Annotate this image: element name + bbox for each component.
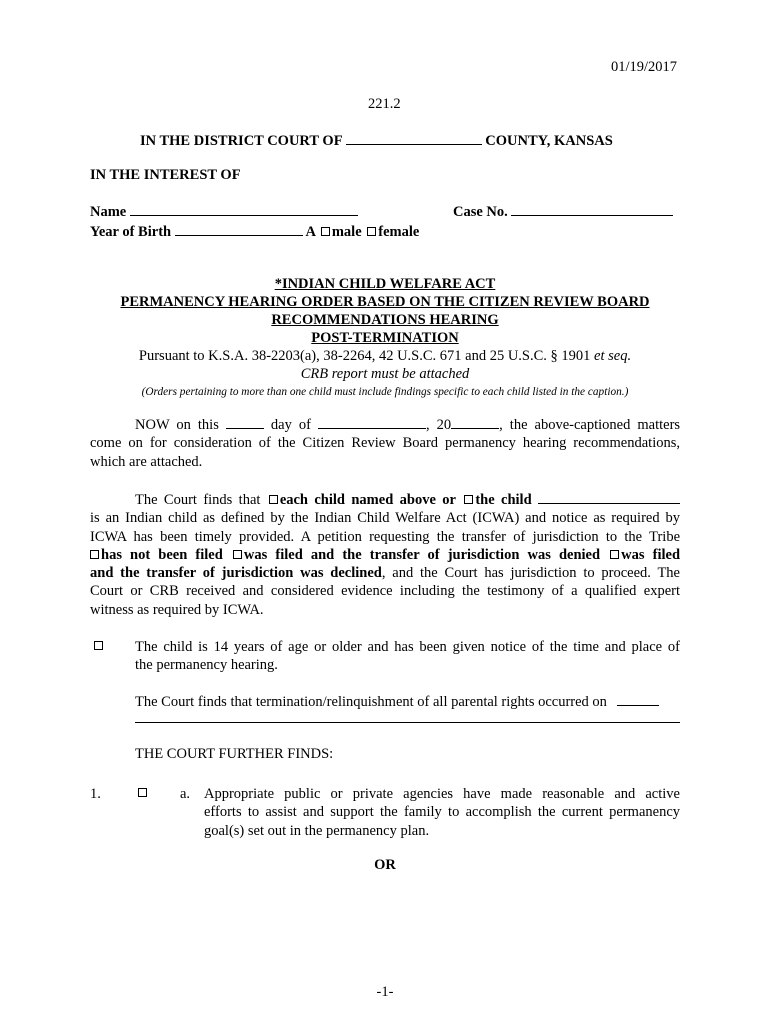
finds-paragraph: [90, 490, 680, 619]
name-row: [90, 202, 358, 221]
child-name-blank[interactable]: [538, 490, 680, 504]
finds-line-3: ICWA has been timely provided. A petition requesting the transfer of jurisdiction to the Tribe: [90, 528, 680, 545]
notice-line-2: the permanency hearing.: [135, 657, 278, 674]
termination-finding: The Court finds that termination/relinquishment of all parental rights occurred on: [135, 692, 659, 711]
title-line-4: POST-TERMINATION: [311, 330, 459, 346]
now-paragraph: [90, 415, 680, 471]
finds-line-5: and the transfer of jurisdiction was declined, and the Court has jurisdiction to proceed. The: [90, 565, 680, 582]
now-line-3: which are attached.: [90, 453, 203, 470]
item-1a-line-1: Appropriate public or private agencies have made reasonable and active: [204, 786, 680, 802]
form-date: 01/19/2017: [611, 59, 678, 75]
not-filed-checkbox[interactable]: [90, 550, 99, 559]
female-checkbox[interactable]: [367, 227, 376, 236]
court-suffix: COUNTY, KANSAS: [485, 133, 613, 149]
further-finds-heading: THE COURT FURTHER FINDS:: [135, 746, 334, 762]
now-line-2: come on for consideration of the Citizen Review Board permanency hearing recommendations,: [90, 435, 680, 452]
page-number: -1-: [376, 984, 394, 1000]
title-line-3: RECOMMENDATIONS HEARING: [271, 312, 499, 328]
item-letter: a.: [180, 786, 191, 802]
notice-paragraph: [135, 638, 680, 675]
yob-label: Year of Birth: [90, 224, 172, 240]
finds-line-7: witness as required by ICWA.: [90, 601, 264, 618]
finds-line-4: has not been filed was filed and the transfer of jurisdiction was denied was filed: [90, 546, 680, 564]
item-number: 1.: [90, 786, 101, 802]
filed-declined-checkbox[interactable]: [610, 550, 619, 559]
male-label: male: [331, 224, 362, 240]
day-blank[interactable]: [226, 415, 264, 429]
form-number: 221.2: [368, 96, 401, 112]
item-1a-line-2: efforts to assist and support the family to accomplish the current permanency: [204, 804, 680, 821]
notice-checkbox[interactable]: [94, 641, 103, 650]
finds-line-2: is an Indian child as defined by the Indian Child Welfare Act (ICWA) and notice as required by: [90, 510, 680, 527]
the-child-checkbox[interactable]: [464, 495, 473, 504]
title-line-1: *INDIAN CHILD WELFARE ACT: [274, 276, 496, 292]
statute-suffix: et seq.: [594, 348, 632, 364]
termination-date-blank[interactable]: [617, 692, 659, 706]
orders-note: (Orders pertaining to more than one child must include findings specific to each child listed in the caption.): [141, 386, 629, 398]
title-line-2: PERMANENCY HEARING ORDER BASED ON THE CITIZEN REVIEW BOARD: [120, 294, 650, 310]
item-1a-text: [204, 785, 680, 840]
case-number-field[interactable]: [511, 202, 673, 216]
year-of-birth-row: [90, 222, 419, 241]
court-caption: [140, 131, 613, 150]
female-label: female: [378, 224, 420, 240]
notice-line-1: The child is 14 years of age or older and has been given notice of the time and place of: [135, 639, 680, 655]
finds-line-1: The Court finds that each child named above or the child: [90, 490, 680, 509]
statute-citation: [0, 347, 770, 365]
name-label: Name: [90, 204, 127, 220]
year-blank[interactable]: [451, 415, 499, 429]
filed-denied-checkbox[interactable]: [233, 550, 242, 559]
finds-line-6: Court or CRB received and considered evidence including the testimony of a qualified expert: [90, 583, 680, 600]
a-label: A: [305, 224, 316, 240]
or-separator: OR: [374, 857, 396, 873]
case-number-row: [453, 202, 673, 221]
each-child-checkbox[interactable]: [269, 495, 278, 504]
crb-note: CRB report must be attached: [300, 366, 470, 382]
case-label: Case No.: [453, 204, 508, 220]
statute-prefix: Pursuant to K.S.A. 38-2203(a), 38-2264, 42 U.S.C. 671 and 25 U.S.C. § 1901: [138, 348, 591, 364]
month-blank[interactable]: [318, 415, 426, 429]
court-prefix: IN THE DISTRICT COURT OF: [140, 133, 343, 149]
county-blank[interactable]: [346, 131, 482, 145]
now-line-1: NOW on this day of , 20 , the above-captioned matters: [135, 417, 681, 433]
yob-field[interactable]: [175, 222, 303, 236]
name-field[interactable]: [130, 202, 358, 216]
male-checkbox[interactable]: [321, 227, 330, 236]
termination-continuation-line[interactable]: [135, 722, 680, 723]
item-1a-line-3: goal(s) set out in the permanency plan.: [204, 822, 430, 839]
interest-of-heading: IN THE INTEREST OF: [90, 167, 241, 183]
item-1a-checkbox[interactable]: [138, 788, 147, 797]
